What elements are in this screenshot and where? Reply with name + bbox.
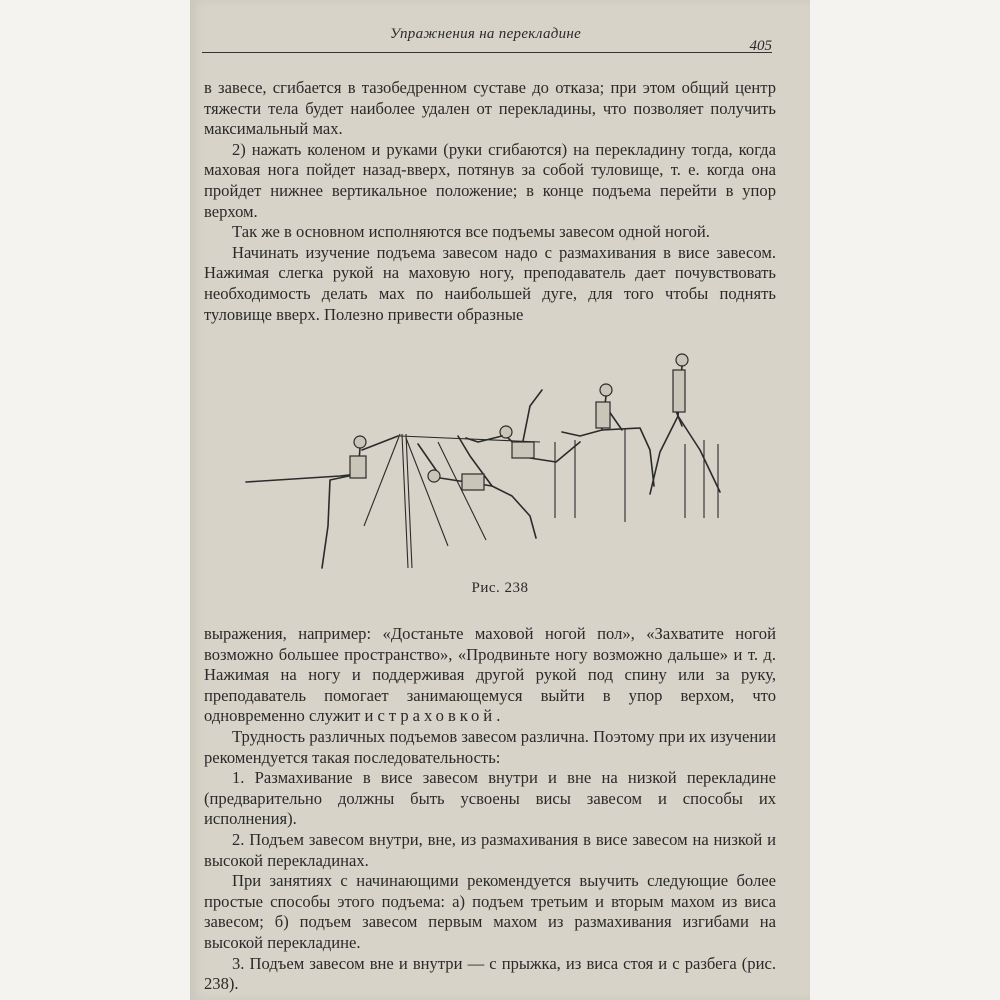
paragraph: 3. Подъем завесом вне и внутри — с прыжка, из виса стоя и с разбега (рис. 238). xyxy=(204,953,776,994)
right-margin xyxy=(810,0,1000,1000)
header-title: Упражнения на перекладине xyxy=(390,26,582,42)
gymnast-sequence-drawing xyxy=(230,346,750,586)
paragraph: Так же в основном исполняются все подъемы завесом одной ногой. xyxy=(232,222,710,242)
paragraph: 2. Подъем завесом внутри, вне, из размахивания в висе завесом на низкой и высокой перекладинах. xyxy=(204,829,776,870)
paragraph: Начинать изучение подъема завесом надо с размахивания в висе завесом. Нажимая слегка рукой на маховую ногу, преподаватель дает почувствовать необходимость делать мах по наибольшей дуге, для того чтобы поднять туловище вверх. Полезно привести образные xyxy=(204,242,776,324)
figure-illustration xyxy=(230,346,750,586)
left-margin xyxy=(0,0,190,1000)
paragraph: в завесе, сгибается в тазобедренном суставе до отказа; при этом общий центр тяжести тела будет наиболее удален от перекладины, что позволяет получить максимальный мах. xyxy=(204,78,776,139)
paragraph: Трудность различных подъемов завесом различна. Поэтому при их изучении рекомендуется такая последовательность: xyxy=(204,726,776,767)
figure-caption: Рис. 238 xyxy=(471,580,529,596)
gymnast-figure-3 xyxy=(466,390,580,462)
paragraph xyxy=(204,624,776,727)
spaced-word: страховкой. xyxy=(377,706,505,726)
text-block-bottom xyxy=(204,624,776,995)
bar-stand xyxy=(364,428,718,568)
paragraph: 1. Размахивание в висе завесом внутри и вне на низкой перекладине (предварительно должны быть усвоены висы завесом и способы их исполнения). xyxy=(204,768,776,829)
text-block-top xyxy=(204,78,776,325)
running-header xyxy=(202,22,772,53)
page-number: 405 xyxy=(749,38,772,54)
paragraph-text: выражения, например: «Достаньте маховой ногой пол», «Захватите ногой возможно большее пространство», «Продвиньте ногу возможно дальше» и т. д. Нажимая на ногу и поддерживая другой рукой под спину или за руку, преподаватель помогает занимающемуся выйти в упор верхом, что одновременно служит и xyxy=(204,624,776,726)
gymnast-figure-4 xyxy=(562,384,654,486)
book-page xyxy=(190,0,810,1000)
gymnast-figure-1 xyxy=(246,436,398,568)
paragraph: 2) нажать коленом и руками (руки сгибаются) на перекладину тогда, когда маховая нога пойдет назад-вверх, потянув за собой туловище, т. е. когда она пройдет нижнее вертикальное положение; в конце подъема перейти в упор верхом. xyxy=(204,139,776,221)
paragraph: При занятиях с начинающими рекомендуется выучить следующие более простые способы этого подъема: а) подъем третьим и вторым махом из виса завесом; б) подъем завесом первым махом из размахивания изгибами на высокой перекладине. xyxy=(204,871,776,952)
